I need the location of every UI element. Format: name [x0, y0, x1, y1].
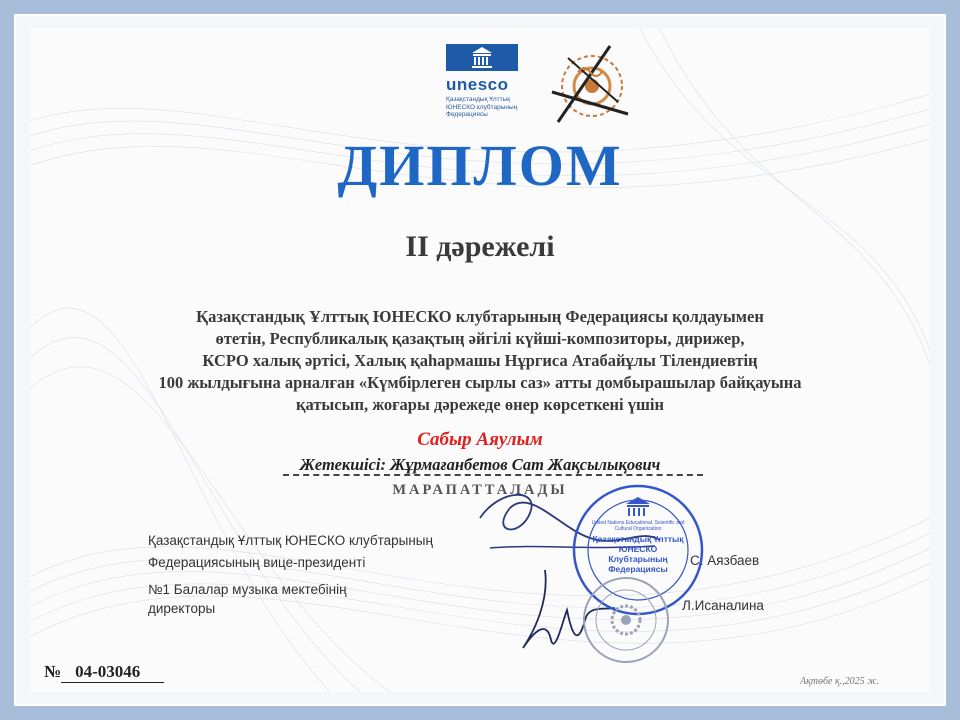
- unesco-sub-line: ЮНЕСКО клубтарының: [446, 103, 518, 111]
- degree-label: II дәрежелі: [405, 230, 555, 263]
- body-line: КСРО халық әртісі, Халық қаһармашы Нұргиса Атабайұлы Тілендиевтің: [202, 351, 758, 370]
- number-prefix: №: [44, 662, 62, 681]
- stamp-center-text: [588, 534, 688, 574]
- diploma-body-text: [100, 306, 860, 416]
- body-line: өтетін, Республикалық қазақтың әйгілі күйші-композиторы, дирижер,: [215, 329, 745, 348]
- awarded-label: МАРАПАТТАЛАДЫ: [392, 482, 568, 498]
- body-line: 100 жылдығына арналған «Күмбірлеген сырлы саз» атты домбырашылар байқауына: [158, 373, 802, 392]
- signatory-2-line2: директоры: [148, 601, 216, 616]
- signatory-2-title: [148, 580, 347, 618]
- signatory-2-name: Л.Исаналина: [682, 598, 764, 613]
- stamp-ring-text: United Nations Educational, Scientific and Cultural Organization: [591, 520, 685, 532]
- dombyra-ornament-emblem-icon: [548, 42, 634, 133]
- unesco-logo: [446, 44, 526, 119]
- school-stamp-faded: [580, 574, 672, 671]
- stamp-line: ЮНЕСКО: [618, 544, 658, 554]
- unesco-temple-icon: [446, 44, 518, 71]
- signatory-1-line2: Федерациясының вице-президенті: [148, 555, 366, 570]
- number-value: 04-03046: [61, 662, 164, 683]
- unesco-sub-line: Федерациясы: [446, 111, 488, 118]
- body-line: Қазақстандық Ұлттық ЮНЕСКО клубтарының Федерациясы қолдауымен: [196, 307, 764, 326]
- stamp-line: Клубтарының: [608, 554, 668, 564]
- unesco-subtitle: [446, 96, 526, 119]
- stamp-line: Федерациясы: [608, 564, 668, 574]
- signatory-1-line1: Қазақстандық Ұлттық ЮНЕСКО клубтарының: [148, 533, 433, 548]
- winner-name: Сабыр Аяулым: [417, 429, 543, 450]
- teacher-line: Жетекшісі: Жұрмағанбетов Сат Жақсылықович: [299, 455, 661, 474]
- unesco-sub-line: Қазақстандық Ұлттық: [446, 96, 511, 103]
- unesco-wordmark: unesco: [446, 75, 509, 94]
- dashed-divider: [283, 474, 703, 476]
- signatory-1-name: С. Аязбаев: [690, 553, 760, 568]
- place-date: Ақтөбе қ.,2025 ж.: [800, 676, 879, 687]
- signatory-1-title: [148, 530, 433, 574]
- body-line: қатысып, жоғары дәрежеде өнер көрсеткені үшін: [295, 395, 664, 414]
- signatory-2-line1: №1 Балалар музыка мектебінің: [148, 582, 347, 597]
- diploma-number: [44, 662, 164, 683]
- stamp-line: Қазақстандық Ұлттық: [592, 534, 684, 544]
- diploma-title: ДИПЛОМ: [337, 133, 623, 198]
